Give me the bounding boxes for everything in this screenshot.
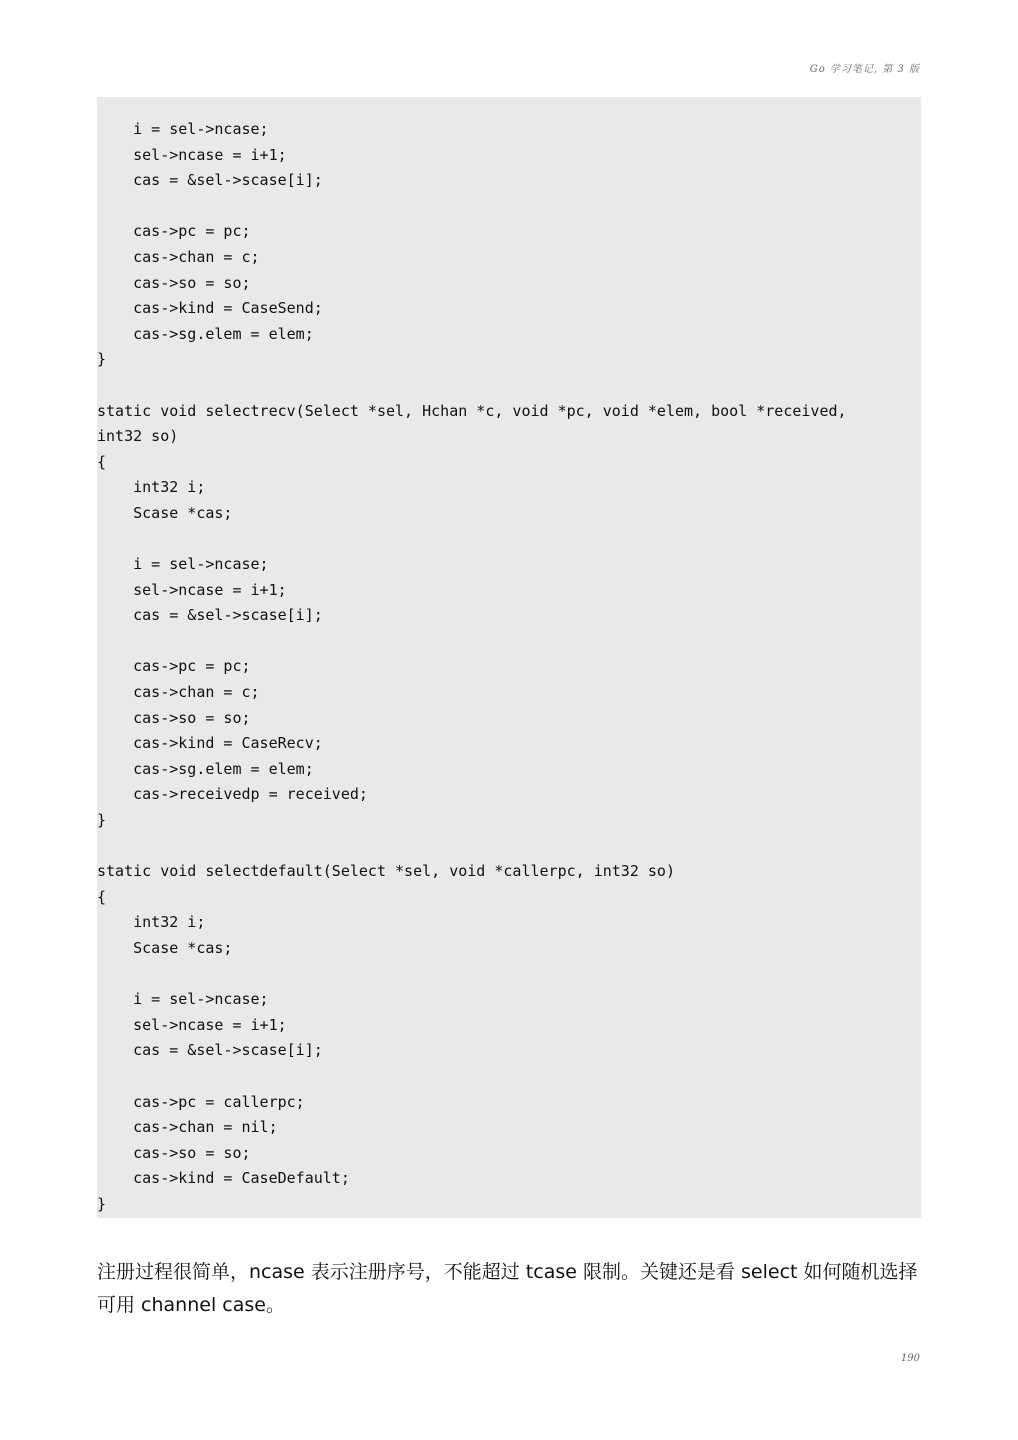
code-line: static void selectrecv(Select *sel, Hchan *c, void *pc, void *elem, bool *received, <box>97 401 847 420</box>
code-line: int32 i; <box>97 478 206 497</box>
code-line: cas->chan = nil; <box>97 1118 278 1137</box>
code-line: cas = &sel->scase[i]; <box>97 1041 323 1060</box>
code-line: } <box>97 811 107 830</box>
code-line: cas->pc = pc; <box>97 222 251 241</box>
code-line: cas->sg.elem = elem; <box>97 324 314 343</box>
code-line <box>97 962 921 988</box>
code-line: sel->ncase = i+1; <box>97 580 287 599</box>
code-line: cas->pc = callerpc; <box>97 1092 305 1111</box>
code-line <box>97 1064 921 1090</box>
code-line: cas->kind = CaseSend; <box>97 299 323 318</box>
code-line: int32 so) <box>97 427 179 446</box>
code-line: cas->receivedp = received; <box>97 785 368 804</box>
code-line: cas->so = so; <box>97 1143 251 1162</box>
code-block <box>97 97 921 1218</box>
code-line: sel->ncase = i+1; <box>97 1015 287 1034</box>
code-line: int32 i; <box>97 913 206 932</box>
code-line: cas->chan = c; <box>97 683 260 702</box>
running-header: Go 学习笔记, 第 3 版 <box>809 64 920 75</box>
code-line <box>97 373 921 399</box>
code-line: i = sel->ncase; <box>97 120 269 138</box>
code-line <box>97 194 921 220</box>
code-line: i = sel->ncase; <box>97 555 269 574</box>
code-line <box>97 527 921 553</box>
code-line: cas = &sel->scase[i]; <box>97 606 323 625</box>
body-paragraph: 注册过程很简单，ncase 表示注册序号，不能超过 tcase 限制。关键还是看 select 如何随机选择可用 channel case。 <box>97 1261 918 1316</box>
code-line: cas->pc = pc; <box>97 657 251 676</box>
code-line: cas->sg.elem = elem; <box>97 759 314 778</box>
code-line: sel->ncase = i+1; <box>97 145 287 164</box>
page-number: 190 <box>900 1353 920 1364</box>
code-line: { <box>97 452 107 471</box>
code-line: cas->chan = c; <box>97 247 260 266</box>
code-line: { <box>97 887 107 906</box>
code-line: } <box>97 350 107 369</box>
code-line: cas->kind = CaseRecv; <box>97 734 323 753</box>
code-line: i = sel->ncase; <box>97 990 269 1009</box>
code-line: cas->kind = CaseDefault; <box>97 1169 350 1188</box>
code-line: cas = &sel->scase[i]; <box>97 171 323 190</box>
code-line: Scase *cas; <box>97 939 233 957</box>
code-line: static void selectdefault(Select *sel, void *callerpc, int32 so) <box>97 862 675 881</box>
code-line: cas->so = so; <box>97 273 251 292</box>
code-line <box>97 834 921 860</box>
code-line: Scase *cas; <box>97 503 233 522</box>
code-line: } <box>97 1194 107 1213</box>
code-line: cas->so = so; <box>97 708 251 727</box>
code-line <box>97 629 921 655</box>
